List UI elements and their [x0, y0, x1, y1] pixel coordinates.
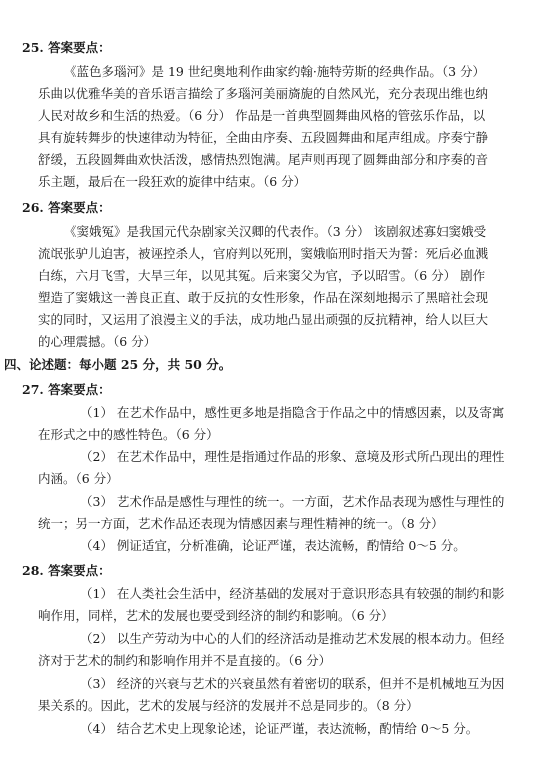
q27-heading: 答案要点：: [48, 382, 111, 397]
q28-heading: 答案要点：: [48, 563, 111, 578]
q26-line-5: 实的同时，又运用了浪漫主义的手法，成功地凸显出顽强的反抗精神，给人以巨大: [38, 312, 489, 327]
section-4-title: 四、论述题：每小题 25 分，共 50 分。: [4, 357, 232, 372]
q26-header: [22, 200, 111, 216]
q25-line-5: 舒缓，五段圆舞曲欢快活泼，感情热烈饱满。尾声则再现了圆舞曲部分和序奏的音: [38, 152, 489, 167]
q28-header: [22, 563, 111, 579]
q27-line-2: 在形式之中的感性特色。（6 分）: [38, 427, 219, 442]
q28-line-3: （2） 以生产劳动为中心的人们的经济活动是推动艺术发展的根本动力。但经: [80, 631, 505, 646]
q25-line-6: 乐主题，最后在一段狂欢的旋律中结束。（6 分）: [38, 174, 307, 189]
q28-line-1: （1） 在人类社会生活中，经济基础的发展对于意识形态具有较强的制约和影: [80, 586, 505, 601]
q25-header: [22, 40, 111, 56]
q26-line-1: 《窦娥冤》是我国元代杂剧家关汉卿的代表作。（3 分） 该剧叙述寡妇窦娥受: [64, 224, 487, 239]
q27-line-6: 统一；另一方面，艺术作品还表现为情感因素与理性精神的统一。（8 分）: [38, 516, 444, 531]
q25-line-3: 人民对故乡和生活的热爱。（6 分） 作品是一首典型圆舞曲风格的管弦乐作品，以: [38, 108, 486, 123]
q28-line-7: （4） 结合艺术史上现象论述，论证严谨，表达流畅，酌情给 0～5 分。: [80, 721, 479, 736]
q27-line-3: （2） 在艺术作品中，理性是指通过作品的形象、意境及形式所凸现出的理性: [80, 449, 505, 464]
q26-line-3: 白练，六月飞雪，大旱三年，以见其冤。后来窦父为官，予以昭雪。（6 分） 剧作: [38, 268, 486, 283]
q28-line-2: 响作用，同样，艺术的发展也要受到经济的制约和影响。（6 分）: [38, 608, 394, 623]
q28-line-5: （3） 经济的兴衰与艺术的兴衰虽然有着密切的联系，但并不是机械地互为因: [80, 676, 505, 691]
q26-line-2: 流氓张驴儿迫害，被诬控杀人，官府判以死刑，窦娥临刑时指天为誓：死后必血溅: [38, 246, 489, 261]
q27-line-7: （4） 例证适宜，分析准确，论证严谨，表达流畅，酌情给 0～5 分。: [80, 538, 466, 553]
q25-line-2: 乐曲以优雅华美的音乐语言描绘了多瑙河美丽旖旎的自然风光，充分表现出维也纳: [38, 86, 489, 101]
q27-header: [22, 382, 111, 398]
q28-line-6: 果关系的。因此，艺术的发展与经济的发展并不总是同步的。（8 分）: [38, 698, 419, 713]
q27-line-1: （1） 在艺术作品中，感性更多地是指隐含于作品之中的情感因素，以及寄寓: [80, 405, 505, 420]
q27-number: 27.: [22, 382, 44, 397]
q28-number: 28.: [22, 563, 44, 578]
q26-heading: 答案要点：: [48, 200, 111, 215]
q25-number: 25.: [22, 40, 44, 55]
q26-line-4: 塑造了窦娥这一善良正直、敢于反抗的女性形象，作品在深刻地揭示了黑暗社会现: [38, 290, 489, 305]
q25-heading: 答案要点：: [48, 40, 111, 55]
q25-line-4: 具有旋转舞步的快速律动为特征，全曲由序奏、五段圆舞曲和尾声组成。序奏宁静: [38, 130, 489, 145]
q27-line-5: （3） 艺术作品是感性与理性的统一。一方面，艺术作品表现为感性与理性的: [80, 494, 505, 509]
q26-number: 26.: [22, 200, 44, 215]
q26-line-6: 的心理震撼。（6 分）: [38, 334, 157, 349]
q28-line-4: 济对于艺术的制约和影响作用并不是直接的。（6 分）: [38, 653, 332, 668]
q25-line-1: 《蓝色多瑙河》是 19 世纪奥地利作曲家约翰·施特劳斯的经典作品。（3 分）: [64, 64, 486, 79]
q27-line-4: 内涵。（6 分）: [38, 471, 119, 486]
